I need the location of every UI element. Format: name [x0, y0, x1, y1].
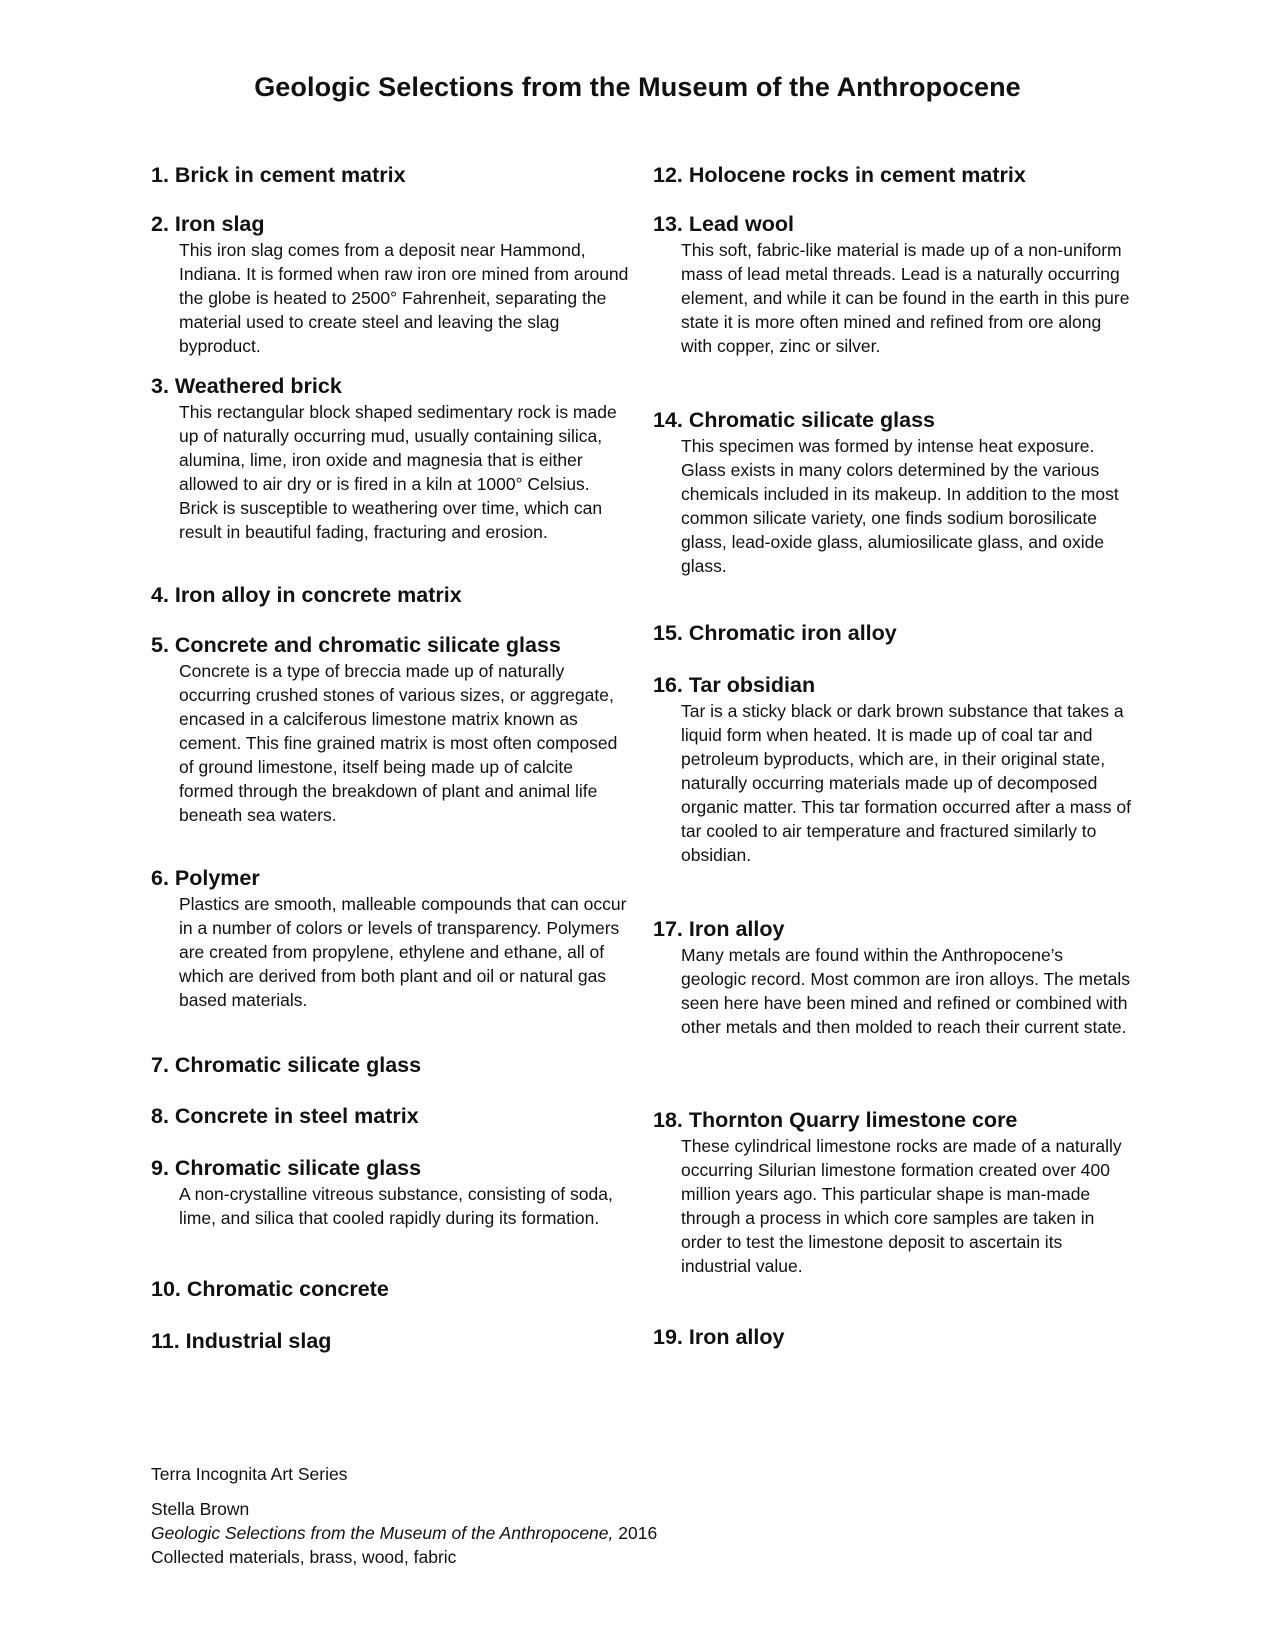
entry-title: 5. Concrete and chromatic silicate glass — [151, 633, 561, 657]
entry-title: 2. Iron slag — [151, 212, 265, 236]
artist-name: Stella Brown — [151, 1499, 250, 1519]
work-year: 2016 — [613, 1523, 658, 1543]
list-item — [151, 1103, 631, 1129]
list-item — [653, 672, 1133, 867]
list-item — [151, 162, 631, 188]
list-item — [151, 373, 631, 544]
list-item — [151, 211, 631, 358]
work-title: Geologic Selections from the Museum of the Anthropocene, — [151, 1523, 614, 1543]
list-item — [151, 1155, 631, 1230]
list-item — [653, 162, 1133, 188]
series-name: Terra Incognita Art Series — [151, 1464, 348, 1484]
list-item — [151, 1052, 631, 1078]
list-item — [653, 211, 1133, 358]
entry-title: 19. Iron alloy — [653, 1325, 785, 1349]
entry-description: This specimen was formed by intense heat exposure. Glass exists in many colors determined by the various chemicals included in its makeup. In addition to the most common silicate variety, one finds sodium borosilicate glass, lead-oxide glass, alumiosilicate glass, and oxide glass. — [681, 436, 1119, 576]
entry-description: This soft, fabric-like material is made up of a non-uniform mass of lead metal threads. Lead is a naturally occurring element, and while it can be found in the earth in this pure state it is more often mined and refined from ore along with copper, zinc or silver. — [681, 240, 1130, 356]
list-item — [653, 620, 1133, 646]
list-item — [653, 916, 1133, 1039]
entry-title: 3. Weathered brick — [151, 374, 342, 398]
entry-title: 15. Chromatic iron alloy — [653, 621, 897, 645]
entry-title: 17. Iron alloy — [653, 917, 785, 941]
entry-title: 4. Iron alloy in concrete matrix — [151, 583, 462, 607]
entry-description: This rectangular block shaped sedimentary rock is made up of naturally occurring mud, usually containing silica, alumina, lime, iron oxide and magnesia that is either allowed to air dry or is fired in a kiln at 1000° Celsius. Brick is susceptible to weathering over time, which can result in beautiful fading, fracturing and erosion. — [179, 402, 617, 542]
entry-title: 14. Chromatic silicate glass — [653, 408, 936, 432]
entry-title: 8. Concrete in steel matrix — [151, 1104, 419, 1128]
list-item — [151, 632, 631, 827]
entry-title: 10. Chromatic concrete — [151, 1277, 389, 1301]
list-item — [151, 582, 631, 608]
entry-title: 1. Brick in cement matrix — [151, 163, 406, 187]
entry-description: A non-crystalline vitreous substance, consisting of soda, lime, and silica that cooled rapidly during its formation. — [179, 1184, 613, 1228]
entry-description: Concrete is a type of breccia made up of naturally occurring crushed stones of various sizes, or aggregate, encased in a calciferous limestone matrix known as cement. This fine grained matrix is most often composed of ground limestone, itself being made up of calcite formed through the breakdown of plant and animal life beneath sea waters. — [179, 661, 618, 825]
entry-title: 6. Polymer — [151, 866, 260, 890]
work-title-line — [151, 1521, 657, 1545]
entry-description: Tar is a sticky black or dark brown substance that takes a liquid form when heated. It is made up of coal tar and petroleum byproducts, which are, in their original state, naturally occurring materials made up of decomposed organic matter. This tar formation occurred after a mass of tar cooled to air temperature and fractured similarly to obsidian. — [681, 701, 1132, 865]
entry-title: 7. Chromatic silicate glass — [151, 1053, 422, 1077]
entry-title: 11. Industrial slag — [151, 1329, 332, 1353]
entry-title: 9. Chromatic silicate glass — [151, 1156, 422, 1180]
entry-title: 12. Holocene rocks in cement matrix — [653, 163, 1026, 187]
list-item — [653, 407, 1133, 578]
list-item — [653, 1107, 1133, 1278]
list-item — [151, 865, 631, 1012]
entry-description: This iron slag comes from a deposit near Hammond, Indiana. It is formed when raw iron ore mined from around the globe is heated to 2500° Fahrenheit, separating the material used to create steel and leaving the slag byproduct. — [179, 240, 629, 356]
artwork-credits — [151, 1462, 657, 1569]
page-title: Geologic Selections from the Museum of the Anthropocene — [254, 72, 1021, 102]
entry-title: 13. Lead wool — [653, 212, 794, 236]
entry-title: 16. Tar obsidian — [653, 673, 816, 697]
entry-description: Many metals are found within the Anthropocene’s geologic record. Most common are iron alloys. The metals seen here have been mined and refined or combined with other metals and then molded to reach their current state. — [681, 945, 1131, 1037]
list-item — [151, 1276, 631, 1302]
materials: Collected materials, brass, wood, fabric — [151, 1547, 457, 1567]
entry-description: These cylindrical limestone rocks are made of a naturally occurring Silurian limestone formation created over 400 million years ago. This particular shape is man-made through a process in which core samples are taken in order to test the limestone deposit to ascertain its industrial value. — [681, 1136, 1122, 1276]
list-item — [653, 1324, 1133, 1350]
list-item — [151, 1328, 631, 1354]
entry-description: Plastics are smooth, malleable compounds that can occur in a number of colors or levels of transparency. Polymers are created from propylene, ethylene and ethane, all of which are derived from both plant and oil or natural gas based materials. — [179, 894, 627, 1010]
entry-title: 18. Thornton Quarry limestone core — [653, 1108, 1018, 1132]
